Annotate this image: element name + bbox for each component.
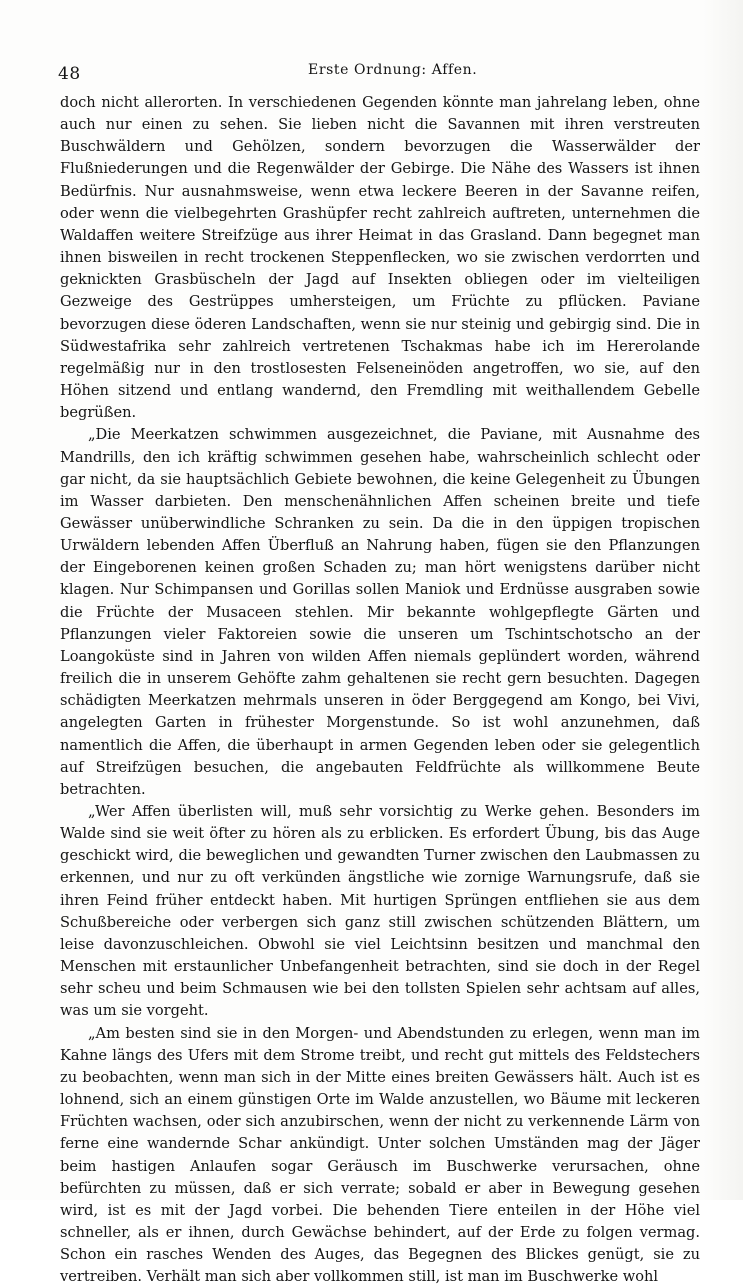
paragraph-1: doch nicht allerorten. In verschiedenen Gegenden könnte man jahrelang leben, ohne auch nur einen zu sehen. Sie lieben nicht die Savannen mit ihren verstreuten Buschwäldern und Gehölzen, sondern bevorzugen die Wasserwälder der Flußniederungen und die Regenwälder der Gebirge. Die Nähe des Wassers ist ihnen Bedürfnis. Nur ausnahmsweise, wenn etwa leckere Beeren in der Savanne reifen, oder wenn die vielbegehrten Grashüpfer recht zahlreich auftreten, unternehmen die Waldaffen weitere Streifzüge aus ihrer Heimat in das Grasland. Dann begegnet man ihnen bisweilen in recht trockenen Steppenflecken, wo sie zwischen verdorrten und geknickten Grasbüscheln der Jagd auf Insekten obliegen oder im vielteiligen Gezweige des Gestrüppes umhersteigen, um Früchte zu pflücken. Paviane bevorzugen diese öderen Landschaften, wenn sie nur steinig und gebirgig sind. Die in Südwestafrika sehr zahlreich vertretenen Tschakmas habe ich im Hererolande regelmäßig nur in den trostlosesten Felseneinöden angetroffen, wo sie, auf den Höhen sitzend und entlang wandernd, den Fremdling mit weithallendem Gebelle begrüßen.	[60, 94, 700, 422]
paragraph-4: „Am besten sind sie in den Morgen- und Abendstunden zu erlegen, wenn man im Kahne längs des Ufers mit dem Strome treibt, und recht gut mittels des Feldstechers zu beobachten, wenn man sich in der Mitte eines breiten Gewässers hält. Auch ist es lohnend, sich an einem günstigen Orte im Walde anzustellen, wo Bäume mit leckeren Früchten wachsen, oder sich anzubirschen, wenn der nicht zu verkennende Lärm von ferne eine wandernde Schar ankündigt. Unter solchen Umständen mag der Jäger beim hastigen Anlaufen sogar Geräusch im Buschwerke verursachen, ohne befürchten zu müssen, daß er sich verrate; sobald er aber in Bewegung gesehen wird, ist es mit der Jagd vorbei. Die behenden Tiere enteilen in der Höhe viel schneller, als er ihnen, durch Gewächse behindert, auf der Erde zu folgen vermag. Schon ein rasches Wenden des Auges, das Begegnen des Blickes genügt, sie zu vertreiben. Verhält man sich aber vollkommen still, ist man im Buschwerke wohl	[60, 1024, 700, 1286]
page-number: 48	[58, 64, 81, 84]
body-text	[60, 92, 700, 1288]
running-title: Erste Ordnung: Affen.	[308, 62, 478, 78]
paragraph-2: „Die Meerkatzen schwimmen ausgezeichnet, die Paviane, mit Ausnahme des Mandrills, den ich kräftig schwimmen gesehen habe, wahrscheinlich schlecht oder gar nicht, da sie hauptsächlich Gebiete bewohnen, die keine Gelegenheit zu Übungen im Wasser darbieten. Den menschenähnlichen Affen scheinen breite und tiefe Gewässer unüberwindliche Schranken zu sein. Da die in den üppigen tropischen Urwäldern lebenden Affen Überfluß an Nahrung haben, fügen sie den Pflanzungen der Eingeborenen keinen großen Schaden zu; man hört wenigstens darüber nicht klagen. Nur Schimpansen und Gorillas sollen Maniok und Erdnüsse ausgraben sowie die Früchte der Musaceen stehlen. Mir bekannte wohlgepflegte Gärten und Pflanzungen vieler Faktoreien sowie die unseren um Tschintschotscho an der Loangoküste sind in Jahren von wilden Affen niemals geplündert worden, während freilich die in unserem Gehöfte zahm gehaltenen sie recht gern besuchten. Dagegen schädigten Meerkatzen mehrmals unseren in öder Berggegend am Kongo, bei Vivi, angelegten Garten in frühester Morgenstunde. So ist wohl anzunehmen, daß namentlich die Affen, die überhaupt in armen Gegenden leben oder sie gelegentlich auf Streifzügen besuchen, die angebauten Feldfrüchte als willkommene Beute betrachten.	[60, 426, 700, 798]
page-header	[58, 62, 698, 86]
paragraph-3: „Wer Affen überlisten will, muß sehr vorsichtig zu Werke gehen. Besonders im Walde sind sie weit öfter zu hören als zu erblicken. Es erfordert Übung, bis das Auge geschickt wird, die beweglichen und gewandten Turner zwischen den Laubmassen zu erkennen, und nur zu oft verkünden ängstliche wie zornige Warnungsrufe, daß sie ihren Feind früher entdeckt haben. Mit hurtigen Sprüngen entfliehen sie aus dem Schußbereiche oder verbergen sich ganz still zwischen schützenden Blättern, um leise davonzuschleichen. Obwohl sie viel Leichtsinn besitzen und manchmal den Menschen mit erstaunlicher Unbefangenheit betrachten, sind sie doch in der Regel sehr scheu und beim Schmausen wie bei den tollsten Spielen sehr achtsam auf alles, was um sie vorgeht.	[60, 803, 700, 1020]
page-edge-shadow	[703, 0, 743, 1200]
